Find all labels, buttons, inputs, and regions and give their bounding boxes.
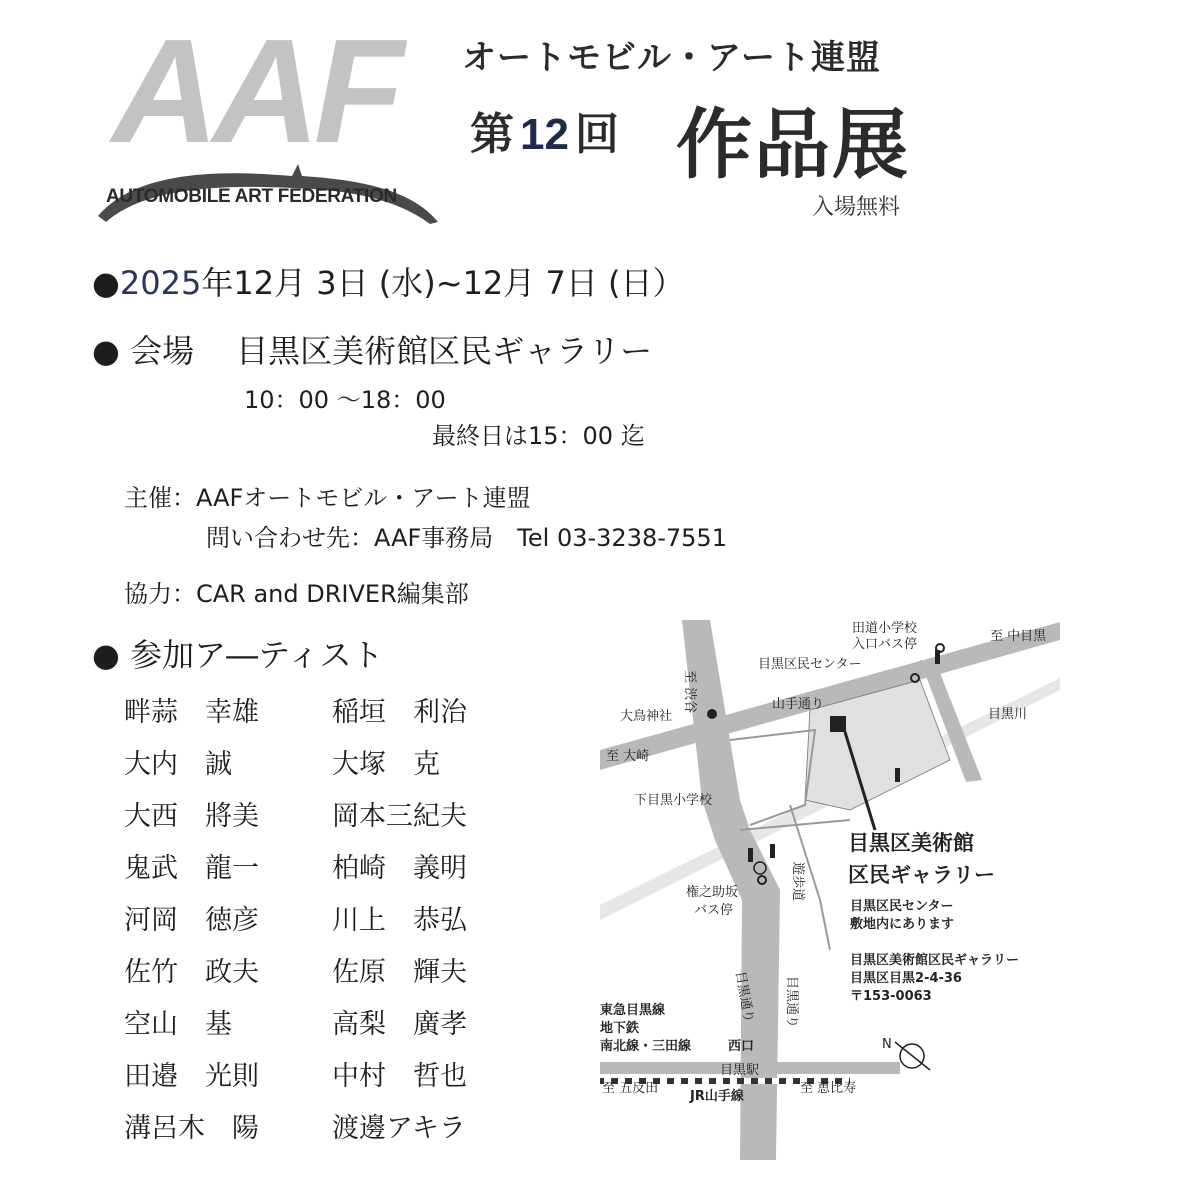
map-label: 入口バス停 [852, 637, 918, 652]
map-label: 権之助坂 [686, 885, 739, 900]
admission-free: 入場無料 [812, 195, 901, 220]
logo-tagline: AUTOMOBILE ART FEDERATION [106, 186, 397, 207]
last-day-hours: 最終日は15：00 迄 [432, 422, 645, 450]
map-label: 至 恵比寿 [800, 1081, 857, 1096]
artist-name: 鬼武 龍一 [124, 853, 259, 884]
map-label: バス停 [694, 903, 734, 918]
artist-name: 畔蒜 幸雄 [124, 697, 259, 728]
map-label: 遊歩道 [790, 862, 805, 902]
map-label: 山手通り [772, 697, 825, 712]
artist-name: 溝呂木 陽 [124, 1113, 259, 1144]
map-label: 南北線・三田線 [600, 1039, 692, 1054]
map-gallery-label: 区民ギャラリー [848, 863, 995, 887]
bullet: ● [92, 332, 120, 370]
artist-name: 大内 誠 [124, 749, 232, 780]
artist-name: 高梨 廣孝 [332, 1009, 467, 1040]
map-label: 至 大崎 [606, 749, 650, 764]
map-note: 目黒区民センター [850, 899, 954, 914]
map-label: 目黒区民センター [758, 657, 862, 672]
exhibition-title: 作品展 [676, 100, 910, 189]
artist-name: 岡本三紀夫 [332, 801, 467, 832]
logo-letters: AAF [112, 9, 399, 174]
edition-suffix: 回 [574, 109, 619, 160]
artist-name: 大塚 克 [332, 749, 440, 780]
map-label: 下目黒小学校 [634, 793, 713, 808]
map-label: 地下鉄 [600, 1021, 640, 1036]
date-line [92, 258, 684, 304]
shrine-marker [707, 709, 717, 719]
aaf-logo [92, 9, 442, 218]
map-label: JR山手線 [690, 1089, 744, 1104]
map-gallery-label: 目黒区美術館 [848, 831, 974, 855]
organizer: 主催：AAFオートモビル・アート連盟 [124, 484, 531, 512]
artists-heading [92, 630, 384, 676]
map-label: 至 渋谷 [682, 670, 697, 714]
artist-name: 稲垣 利治 [332, 697, 467, 728]
map-address: 目黒区美術館区民ギャラリー [850, 953, 1020, 968]
organization-name: オートモビル・アート連盟 [462, 38, 881, 78]
map-label: 東急目黒線 [600, 1003, 666, 1018]
map-address: 〒153-0063 [850, 989, 932, 1004]
artist-name: 中村 哲也 [332, 1061, 467, 1092]
map-note: 敷地内にあります [850, 917, 955, 932]
artist-name: 田邉 光則 [124, 1061, 259, 1092]
map-label: 至 中目黒 [990, 629, 1047, 644]
venue-name: 目黒区美術館区民ギャラリー [236, 332, 653, 370]
map-label: N [882, 1037, 892, 1052]
edition-number: 12 [520, 110, 569, 159]
map-label: 田道小学校 [852, 621, 918, 636]
edition-label [470, 98, 619, 162]
artist-name: 佐竹 政夫 [124, 957, 259, 988]
bullet: ● [92, 636, 120, 674]
date-range: 年12月 3日 (水)~12月 7日 (日） [201, 264, 685, 302]
map-label: 目黒通り [784, 976, 799, 1029]
artist-name: 大西 將美 [124, 801, 259, 832]
map-label: 西口 [728, 1039, 755, 1054]
artist-name: 佐原 輝夫 [332, 957, 467, 988]
map-label: 目黒通り [732, 970, 756, 1024]
date-year: 2025 [119, 264, 202, 302]
map-address: 目黒区目黒2-4-36 [850, 971, 962, 986]
venue-line [92, 326, 652, 372]
venue-label: 会場 [130, 332, 195, 370]
artist-name: 空山 基 [124, 1009, 232, 1040]
artist-name: 川上 恭弘 [332, 905, 467, 936]
bullet: ● [92, 264, 120, 302]
contact-info: 問い合わせ先：AAF事務局 Tel 03-3238-7551 [206, 524, 727, 552]
artist-name: 渡邊アキラ [332, 1113, 466, 1144]
map-label: 大鳥神社 [620, 709, 673, 724]
artist-name: 柏崎 義明 [332, 853, 467, 884]
gallery-marker [830, 716, 846, 732]
map-label: 目黒川 [988, 707, 1028, 722]
access-map [590, 600, 1070, 1160]
map-label: 目黒駅 [720, 1063, 760, 1078]
edition-prefix: 第 [470, 109, 514, 160]
cooperation: 協力：CAR and DRIVER編集部 [124, 580, 469, 608]
artists-heading-text: 参加ア―ティスト [130, 636, 384, 674]
artist-name: 河岡 徳彦 [124, 905, 259, 936]
opening-hours: 10：00 ～18：00 [244, 386, 446, 414]
map-label: 至 五反田 [602, 1081, 659, 1096]
